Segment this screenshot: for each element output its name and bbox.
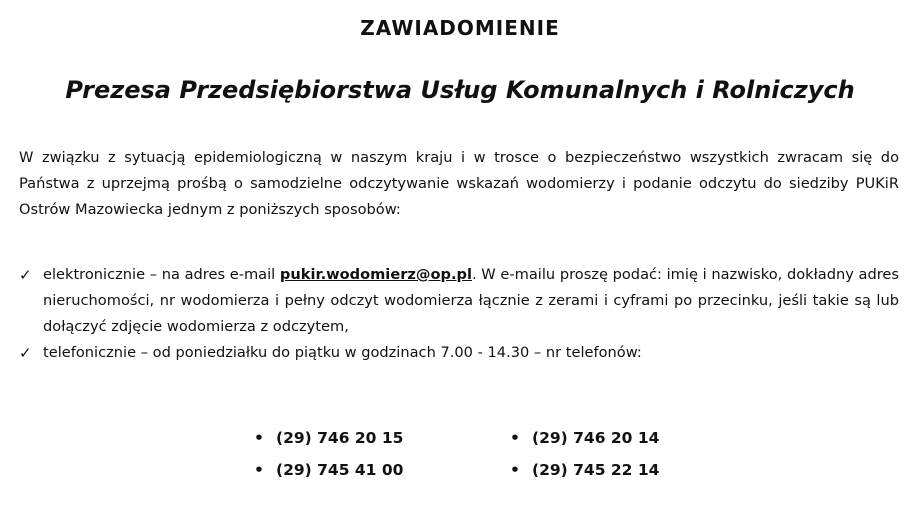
email-link[interactable]: pukir.wodomierz@op.pl [279,266,472,283]
phone-numbers [254,426,734,482]
methods-list [19,262,899,366]
method-email [19,262,899,340]
phone-number: (29) 745 41 00 [276,461,404,479]
phone-number-item [510,426,730,450]
phone-number-item [254,458,510,482]
bullet-icon: • [510,429,520,447]
method-phone-text: telefonicznie – od poniedziałku do piątku w godzinach 7.00 - 14.30 – nr telefonów: [43,344,642,361]
bullet-icon: • [254,429,264,447]
document-subtitle: Prezesa Przedsiębiorstwa Usług Komunalnych i Rolniczych [65,76,855,104]
method-email-prefix: elektronicznie – na adres e-mail [43,266,280,283]
phone-number-item [254,426,510,450]
bullet-icon: • [510,461,520,479]
phone-number: (29) 746 20 14 [532,429,660,447]
phone-number: (29) 745 22 14 [532,461,660,479]
phone-number-item [510,458,730,482]
check-icon: ✓ [19,344,32,362]
intro-paragraph: W związku z sytuacją epidemiologiczną w naszym kraju i w trosce o bezpieczeństwo wszystkich zwracam się do Państwa z uprzejmą prośbą o samodzielne odczytywanie wskazań wodomierzy i podanie odczytu do siedziby PUKiR Ostrów Mazowiecka jednym z poniższych sposobów: [19,149,899,218]
phone-number: (29) 746 20 15 [276,429,404,447]
method-email-suffix: . W e-mailu proszę podać: imię i nazwisko, dokładny adres nieruchomości, nr wodomierza i pełny odczyt wodomierza łącznie z zerami i cyframi po przecinku, jeśli takie są lub dołączyć zdjęcie wodomierza z odczytem, [43,266,899,335]
bullet-icon: • [254,461,264,479]
check-icon: ✓ [19,266,32,284]
method-phone [19,340,899,366]
document-title: ZAWIADOMIENIE [360,16,560,40]
